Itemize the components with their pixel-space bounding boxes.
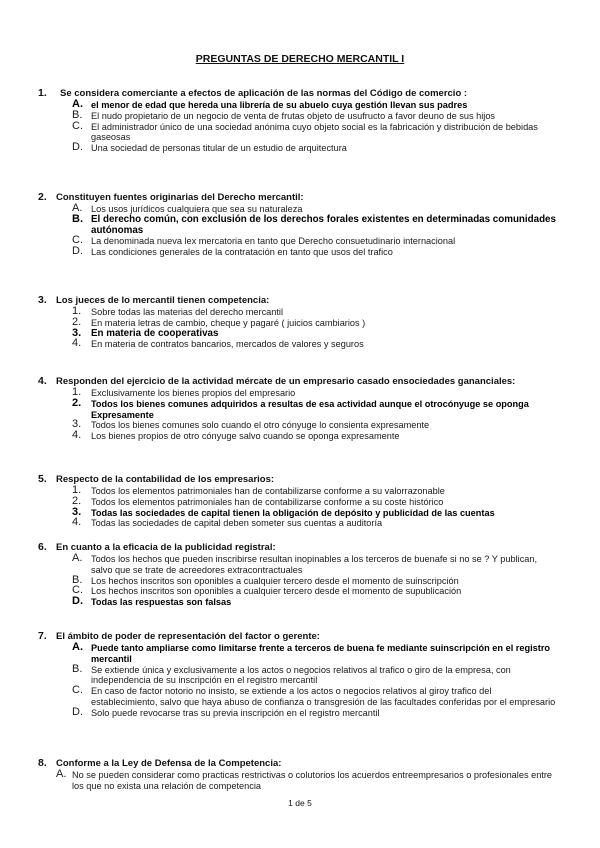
option-text: el menor de edad que hereda una librería de su abuelo cuya gestión llevan sus padres	[91, 100, 468, 110]
answer-option	[38, 212, 558, 237]
answer-option	[38, 388, 558, 399]
answer-option	[38, 573, 558, 587]
question-7	[38, 631, 558, 719]
option-letter: 3.	[72, 326, 82, 339]
answer-option	[38, 705, 558, 719]
option-letter: 3.	[72, 418, 82, 431]
option-text: Solo puede revocarse tras su previa inscripción en el registro mercantil	[91, 707, 380, 718]
answer-option	[38, 662, 558, 687]
answer-option	[38, 597, 558, 608]
option-text: Todas las sociedades de capital tienen la obligación de depósito y publicidad de las cuentas	[91, 507, 495, 518]
question-text: El ámbito de poder de representación del factor o gerente:	[56, 631, 320, 642]
option-text: En materia letras de cambio, cheque y pagaré ( juicios cambiarios )	[91, 317, 366, 328]
answer-option	[38, 554, 558, 576]
page-number: 1 de 5	[288, 798, 312, 808]
option-text: Todos los bienes comunes adquiridos a resultas de esa actividad aunque el otrocónyuge se oponga Expresamente	[91, 398, 529, 420]
question-text: Conforme a la Ley de Defensa de la Competencia:	[56, 758, 282, 769]
option-text: Exclusivamente los bienes propios del empresario	[91, 388, 296, 398]
answer-option	[38, 643, 558, 665]
option-letter: C.	[72, 234, 83, 247]
option-letter: A.	[72, 552, 83, 564]
answer-option	[38, 686, 558, 708]
question-5	[38, 474, 558, 529]
question-2	[38, 192, 558, 258]
question-text: Responden del ejercicio de la actividad mércate de un empresario casado ensociedades gananciales:	[56, 376, 516, 387]
option-letter: B.	[72, 108, 83, 121]
option-letter: D.	[72, 141, 83, 154]
option-text: Todas las respuestas son falsas	[91, 597, 232, 608]
question-text: Los jueces de lo mercantil tienen competencia:	[56, 295, 270, 306]
answer-option	[38, 108, 558, 122]
answer-option	[38, 486, 558, 497]
option-letter: B.	[72, 662, 83, 675]
option-text: Todas las sociedades de capital deben someter sus cuentas a auditoría	[91, 518, 383, 529]
answer-option	[38, 236, 558, 247]
question-6	[38, 542, 558, 608]
answer-option	[38, 420, 558, 431]
answer-option	[38, 307, 558, 318]
option-text: Sobre todas las materias del derecho mercantil	[91, 307, 284, 317]
option-text: Se extiende única y exclusivamente a los actos o negocios relativos al trafico o giro de la empresa, con independencia de su inscripción en el registro mercantil	[91, 664, 511, 686]
answer-option	[38, 431, 558, 442]
option-text: En materia de contratos bancarios, mercados de valores y seguros	[91, 339, 364, 350]
answer-option	[38, 770, 558, 792]
question-number: 7.	[38, 630, 47, 642]
option-text: Una sociedad de personas titular de un estudio de arquitectura	[91, 143, 347, 154]
option-letter: D.	[72, 245, 83, 258]
option-letter: 1.	[72, 484, 82, 496]
question-number: 5.	[38, 473, 47, 485]
question-number: 2.	[38, 191, 47, 203]
answer-option	[38, 339, 558, 350]
option-letter: A.	[72, 98, 83, 110]
answer-option	[38, 326, 558, 340]
option-letter: 4.	[72, 516, 82, 529]
answer-option	[38, 494, 558, 508]
option-letter: C.	[72, 119, 83, 132]
option-letter: 1.	[72, 386, 82, 398]
option-text: Las condiciones generales de la contratación en tanto que usos del trafico	[91, 247, 393, 258]
option-text: El administrador único de una sociedad anónima cuyo objeto social es la fabricación y distribución de bebidas gaseosas	[91, 121, 538, 143]
option-text: No se pueden considerar como practicas restrictivas o colutorios los acuerdos entreempresarios o profesionales entre los que no exista una relación de competencia	[72, 770, 553, 791]
option-letter: B.	[72, 573, 83, 586]
question-8	[38, 758, 558, 792]
question-text: Constituyen fuentes originarias del Derecho mercantil:	[56, 192, 304, 203]
question-1	[38, 88, 558, 154]
option-letter: A.	[72, 202, 83, 214]
option-letter: 3.	[72, 505, 82, 518]
question-text: En cuanto a la eficacia de la publicidad registral:	[56, 542, 276, 553]
option-letter: B.	[72, 212, 83, 225]
question-number: 6.	[38, 541, 47, 553]
option-text: En materia de cooperativas	[91, 327, 219, 339]
option-text: Los hechos inscritos son oponibles a cualquier tercero desde el momento de suinscripción	[91, 575, 459, 586]
option-letter: 1.	[72, 305, 82, 317]
option-letter: 2.	[72, 396, 82, 409]
question-text: Se considera comerciante a efectos de aplicación de las normas del Código de comercio :	[60, 88, 468, 99]
option-letter: 4.	[72, 429, 82, 442]
question-number: 8.	[38, 757, 47, 769]
question-text: Respecto de la contabilidad de los empresarios:	[56, 474, 275, 485]
option-text: El nudo propietario de un negocio de venta de frutas objeto de usufructo a favor deuno de sus hijos	[91, 110, 496, 121]
option-letter: 2.	[72, 494, 82, 507]
question-number: 4.	[38, 375, 47, 387]
option-letter: 4.	[72, 337, 82, 350]
option-text: Puede tanto ampliarse como limitarse frente a terceros de buena fe mediante suinscripción en el registro mercantil	[91, 643, 551, 664]
question-3	[38, 295, 558, 350]
question-number: 1.	[38, 87, 47, 99]
option-text: Los bienes propios de otro cónyuge salvo cuando se oponga expresamente	[91, 431, 400, 442]
option-text: Los hechos inscritos son oponibles a cualquier tercero desde el momento de supublicación	[91, 586, 462, 597]
answer-option	[38, 518, 558, 529]
answer-option	[38, 247, 558, 258]
answer-option	[38, 586, 558, 597]
option-letter: D.	[72, 705, 83, 718]
option-letter: D.	[72, 595, 83, 608]
answer-option	[38, 396, 558, 421]
option-text: La denominada nueva lex mercatoria en tanto que Derecho consuetudinario internacional	[91, 236, 456, 247]
option-text: En caso de factor notorio no insisto, se extiende a los actos o negocios relativos al giroy trafico del establecimiento, salvo que haya abuso de confianza o transgresión de las facultades conferidas por el empresario	[91, 686, 556, 707]
option-letter: C.	[72, 684, 83, 697]
option-text: Los usos jurídicos cualquiera que sea su naturaleza	[91, 204, 303, 214]
option-letter: 2.	[72, 315, 82, 328]
answer-option	[38, 119, 558, 144]
option-letter: A.	[56, 768, 67, 780]
answer-option	[38, 100, 558, 111]
answer-option	[38, 505, 558, 519]
answer-option	[38, 143, 558, 154]
page-title: PREGUNTAS DE DERECHO MERCANTIL I	[195, 53, 405, 65]
question-number: 3.	[38, 294, 47, 306]
option-text: Todos los bienes comunes solo cuando el otro cónyuge lo consienta expresamente	[91, 420, 430, 431]
option-text: El derecho común, con exclusión de los derechos forales existentes en determinadas comunidades autónomas	[91, 213, 556, 236]
option-text: Todos los hechos que pueden inscribirse resultan inopinables a los terceros de buenafe si no se ? Y publican, salvo que se trate de acreedores extracontractuales	[91, 554, 538, 575]
question-4	[38, 376, 558, 442]
option-text: Todos los elementos patrimoniales han de contabilizarse conforme a su valorrazonable	[91, 486, 445, 496]
option-letter: C.	[72, 584, 83, 597]
option-letter: A.	[72, 641, 83, 653]
option-text: Todos los elementos patrimoniales han de contabilizarse conforme a su coste histórico	[91, 496, 444, 507]
